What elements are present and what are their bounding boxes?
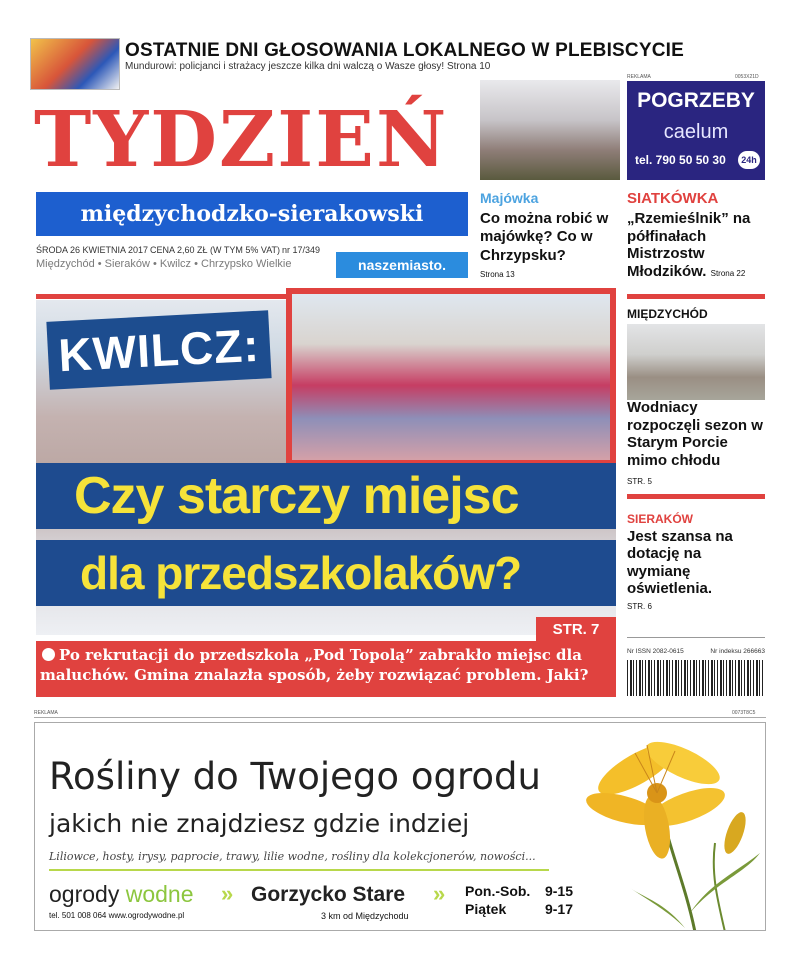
majowka-headline[interactable]: Co można robić w majówkę? Co w Chrzypsku? (480, 210, 609, 264)
issue-date: ŚRODA 26 KWIETNIA 2017 (36, 245, 149, 255)
ad-bottom-label: REKLAMA (34, 710, 58, 716)
hours-time: 9-15 (544, 883, 573, 899)
miedzychod-page-ref: STR. 5 (627, 477, 652, 486)
funeral-ad-title: POGRZEBY (637, 89, 755, 112)
siatkowka-page-ref: Strona 22 (710, 269, 746, 279)
miedzychod-headline[interactable]: Wodniacy rozpoczęli sezon w Starym Porcie mimo chłodu (627, 399, 763, 470)
lead-page-ref: STR. 7 (536, 617, 616, 641)
ad-separator (34, 717, 766, 718)
garden-ad-subtitle: jakich nie znajdziesz gdzie indziej (49, 809, 470, 838)
lead-summary[interactable] (36, 641, 616, 697)
lily-flower-icon (575, 723, 765, 931)
lead-location-tag: KWILCZ: (46, 310, 271, 390)
sierakow-page-ref: STR. 6 (627, 602, 652, 611)
index-number: Nr indeksu 266663 (710, 648, 765, 655)
ad-bottom-code: 0073T8C5 (732, 710, 756, 716)
issue-price: CENA 2,60 ZŁ (W TYM 5% VAT) (150, 245, 281, 255)
sierakow-kicker: SIERAKÓW (627, 512, 693, 526)
hours-row (465, 883, 573, 899)
ad-top-code: 0053X21D (735, 74, 759, 80)
chevron-right-icon: » (433, 881, 446, 906)
lead-headline-line1[interactable]: Czy starczy miejsc (36, 463, 616, 529)
hours-row (465, 901, 573, 917)
lead-inset-photo (286, 288, 616, 466)
garden-ad-distance: 3 km od Międzychodu (321, 911, 409, 921)
siatkowka-headline[interactable] (627, 210, 777, 281)
garden-ad-brand (49, 881, 194, 908)
garden-ad-brand-main: ogrody (49, 881, 120, 907)
garden-ad-description: Liliowce, hosty, irysy, paprocie, trawy, lilie wodne, rośliny dla kolekcjonerów, nowości... (49, 850, 536, 863)
sierakow-headline[interactable]: Jest szansa na dotację na wymianę oświetlenia. (627, 528, 733, 597)
hours-time: 9-17 (544, 901, 573, 917)
garden-ad-city: Gorzycko Stare (251, 883, 406, 906)
portal-logo[interactable]: naszemiasto. (336, 252, 468, 278)
garden-ad[interactable] (34, 722, 766, 931)
garden-ad-contact: tel. 501 008 064 www.ogrodywodne.pl (49, 911, 185, 920)
miedzychod-kicker: MIĘDZYCHÓD (627, 307, 708, 321)
garden-ad-brand-accent: wodne (125, 881, 194, 907)
right-bottom-rule (627, 637, 765, 638)
siatkowka-kicker: SIATKÓWKA (627, 190, 719, 207)
siatkowka-headline-text: „Rzemieślnik” na półfinałach Mistrzostw Młodzików. (627, 210, 751, 281)
lead-summary-text: Po rekrutacji do przedszkola „Pod Topolą” zabrakło miejsc dla maluchów. Gmina znalazła sposób, żeby rozwiązać problem. Jaki? (40, 646, 589, 684)
top-banner-subline: Mundurowi: policjanci i strażacy jeszcze kilka dni walczą o Wasze głosy! Strona 10 (125, 61, 491, 72)
chevron-right-icon: » (221, 881, 234, 906)
ad-top-label: REKLAMA (627, 74, 651, 80)
funeral-ad-brand: caelum (663, 121, 729, 143)
right-top-rule (627, 294, 765, 299)
barcode (627, 660, 765, 696)
majowka-page-ref: Strona 13 (480, 270, 515, 279)
issn-number: Nr ISSN 2082-0615 (627, 648, 684, 655)
top-banner-headline[interactable]: OSTATNIE DNI GŁOSOWANIA LOKALNEGO W PLEBISCYCIE (125, 40, 684, 61)
funeral-ad[interactable] (627, 81, 765, 180)
garden-ad-title: Rośliny do Twojego ogrodu (49, 755, 541, 798)
miedzychod-photo (627, 324, 765, 400)
issn-info (627, 648, 765, 655)
plebiscite-thumbnail (30, 38, 120, 90)
lead-headline-line2[interactable]: dla przedszkolaków? (36, 540, 616, 606)
majowka-photo (480, 80, 620, 180)
issue-number: nr 17/349 (281, 245, 320, 255)
bullet-icon (42, 648, 55, 661)
garden-ad-rule (49, 869, 549, 871)
masthead-logo: TYDZIEŃ (34, 95, 449, 185)
hours-days: Piątek (465, 901, 507, 917)
funeral-ad-phone: tel. 790 50 50 30 (635, 153, 726, 167)
right-mid-rule (627, 494, 765, 499)
towns-list: Międzychód • Sieraków • Kwilcz • Chrzypsko Wielkie (36, 258, 292, 270)
hours-days: Pon.-Sob. (465, 883, 531, 899)
region-band: międzychodzko-sierakowski (36, 192, 468, 236)
majowka-kicker: Majówka (480, 190, 539, 206)
garden-ad-hours (465, 883, 573, 919)
funeral-ad-24h-badge: 24h (738, 151, 760, 169)
issue-info (36, 245, 320, 255)
